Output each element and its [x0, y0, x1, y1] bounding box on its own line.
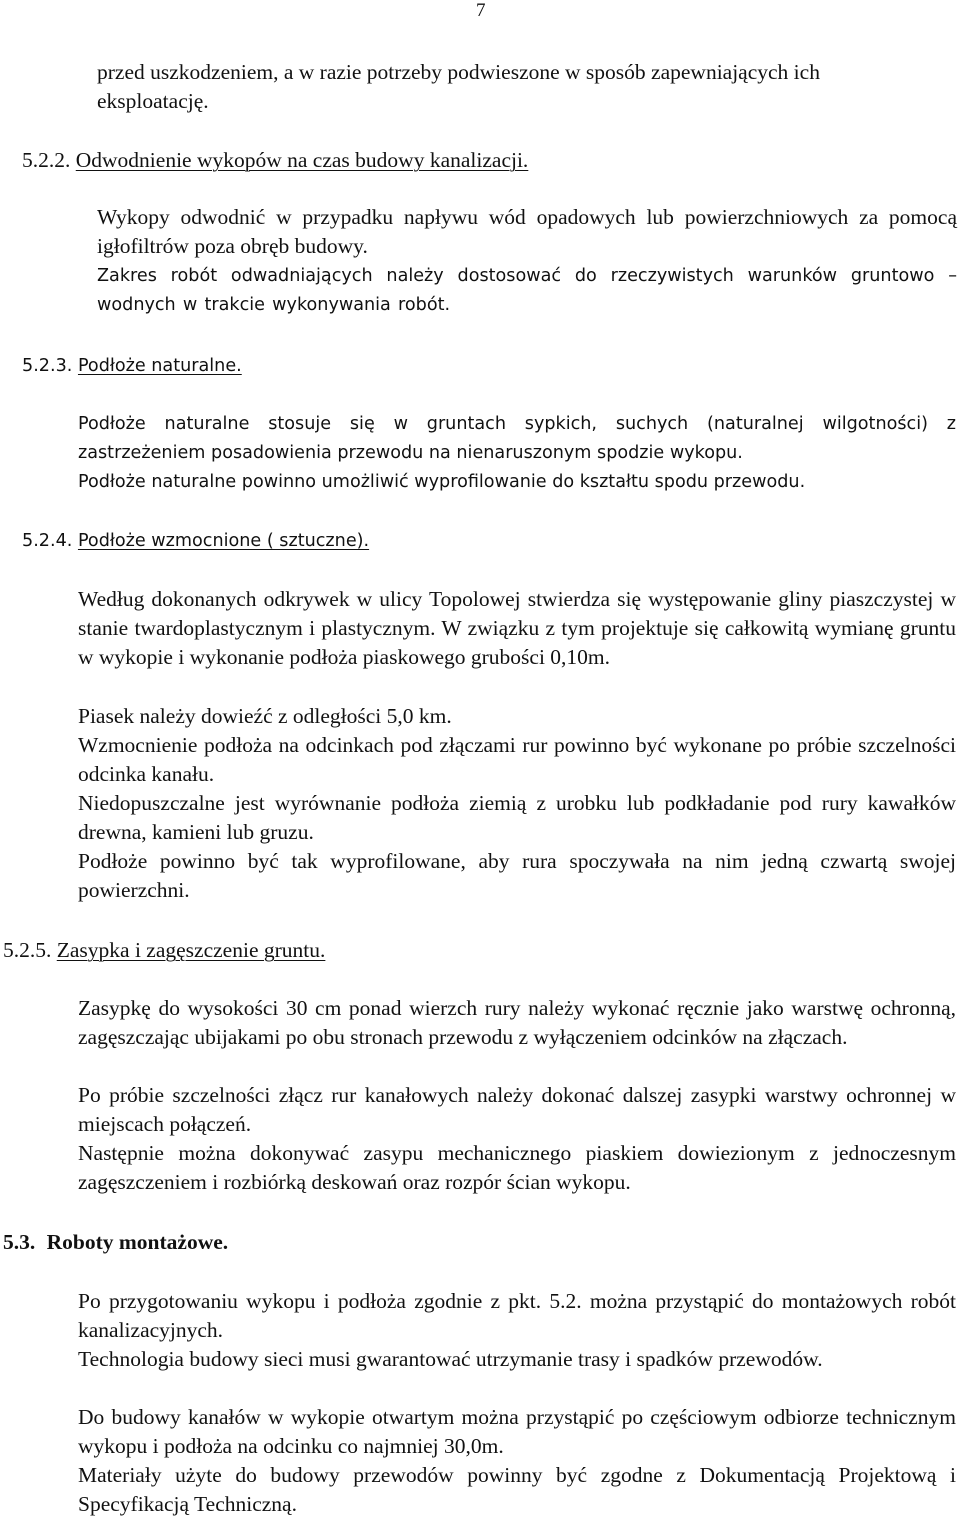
- section-heading-5-3: [3, 1228, 903, 1257]
- paragraph: Następnie można dokonywać zasypu mechanicznego piaskiem dowiezionym z jednoczesnym zagęszczeniem i rozbiórką deskowań oraz rozpór ścian wykopu.: [78, 1141, 956, 1195]
- section-number: 5.2.4.: [22, 531, 73, 551]
- intro-line-1: przed uszkodzeniem, a w razie potrzeby podwieszone w sposób zapewniających ich: [97, 60, 820, 84]
- paragraph: Do budowy kanałów w wykopie otwartym można przystąpić po częściowym odbiorze technicznym wykopu i podłoża na odcinku co najmniej 30,0m.: [78, 1405, 956, 1459]
- paragraph: Wzmocnienie podłoża na odcinkach pod złączami rur powinno być wykonane po próbie szczelności odcinka kanału.: [78, 733, 956, 787]
- paragraph: Po próbie szczelności złącz rur kanałowych należy dokonać dalszej zasypki warstwy ochronnej w miejscach połączeń.: [78, 1083, 956, 1137]
- section-title: Roboty montażowe.: [46, 1230, 229, 1254]
- paragraph: Technologia budowy sieci musi gwarantować utrzymanie trasy i spadków przewodów.: [78, 1347, 823, 1371]
- section-number: 5.3.: [3, 1230, 36, 1254]
- section-number: 5.2.3.: [22, 356, 73, 376]
- intro-paragraph: [97, 58, 957, 116]
- paragraph: Wykopy odwodnić w przypadku napływu wód opadowych lub powierzchniowych za pomocą igłofiltrów poza obręb budowy.: [97, 205, 957, 259]
- section-heading-5-2-4: [22, 527, 922, 556]
- section-title: Podłoże wzmocnione ( sztuczne).: [77, 531, 370, 551]
- paragraph: Piasek należy dowieźć z odległości 5,0 km.: [78, 704, 452, 728]
- section-title: Odwodnienie wykopów na czas budowy kanalizacji.: [75, 148, 529, 172]
- paragraph: Podłoże naturalne stosuje się w gruntach sypkich, suchych (naturalnej wilgotności) z zastrzeżeniem posadowienia przewodu na nienaruszonym spodzie wykopu.: [78, 414, 956, 464]
- page-number: 7: [476, 0, 486, 21]
- paragraph: Podłoże naturalne powinno umożliwić wyprofilowanie do kształtu spodu przewodu.: [78, 472, 806, 492]
- section-number: 5.2.5.: [3, 938, 52, 962]
- section-title: Zasypka i zagęszczenie gruntu.: [56, 938, 326, 962]
- intro-line-2: eksploatację.: [97, 89, 209, 114]
- paragraph: Po przygotowaniu wykopu i podłoża zgodnie z pkt. 5.2. można przystąpić do montażowych robót kanalizacyjnych.: [78, 1289, 956, 1343]
- paragraph: Materiały użyte do budowy przewodów powinny być zgodne z Dokumentacją Projektową i Specyfikacją Techniczną.: [78, 1463, 956, 1517]
- paragraph: Podłoże powinno być tak wyprofilowane, aby rura spoczywała na nim jedną czwartą swojej powierzchni.: [78, 849, 956, 903]
- paragraph: Według dokonanych odkrywek w ulicy Topolowej stwierdza się występowanie gliny piaszczystej w stanie twardoplastycznym i plastycznym. W związku z tym projektuje się całkowitą wymianę gruntu w wykopie i wykonanie podłoża piaskowego grubości 0,10m.: [78, 587, 956, 670]
- section-title: Podłoże naturalne.: [77, 356, 242, 376]
- section-heading-5-2-2: [22, 146, 922, 175]
- paragraph: Zakres robót odwadniających należy dostosować do rzeczywistych warunków gruntowo – wodnych w trakcie wykonywania robót.: [97, 266, 957, 316]
- section-heading-5-2-3: [22, 352, 922, 381]
- paragraph: Niedopuszczalne jest wyrównanie podłoża ziemią z urobku lub podkładanie pod rury kawałków drewna, kamieni lub gruzu.: [78, 791, 956, 845]
- section-heading-5-2-5: [3, 936, 903, 965]
- section-number: 5.2.2.: [22, 148, 71, 172]
- paragraph: Zasypkę do wysokości 30 cm ponad wierzch rury należy wykonać ręcznie jako warstwę ochronną, zagęszczając ubijakami po obu stronach przewodu z wyłączeniem odcinków na złączach.: [78, 996, 956, 1050]
